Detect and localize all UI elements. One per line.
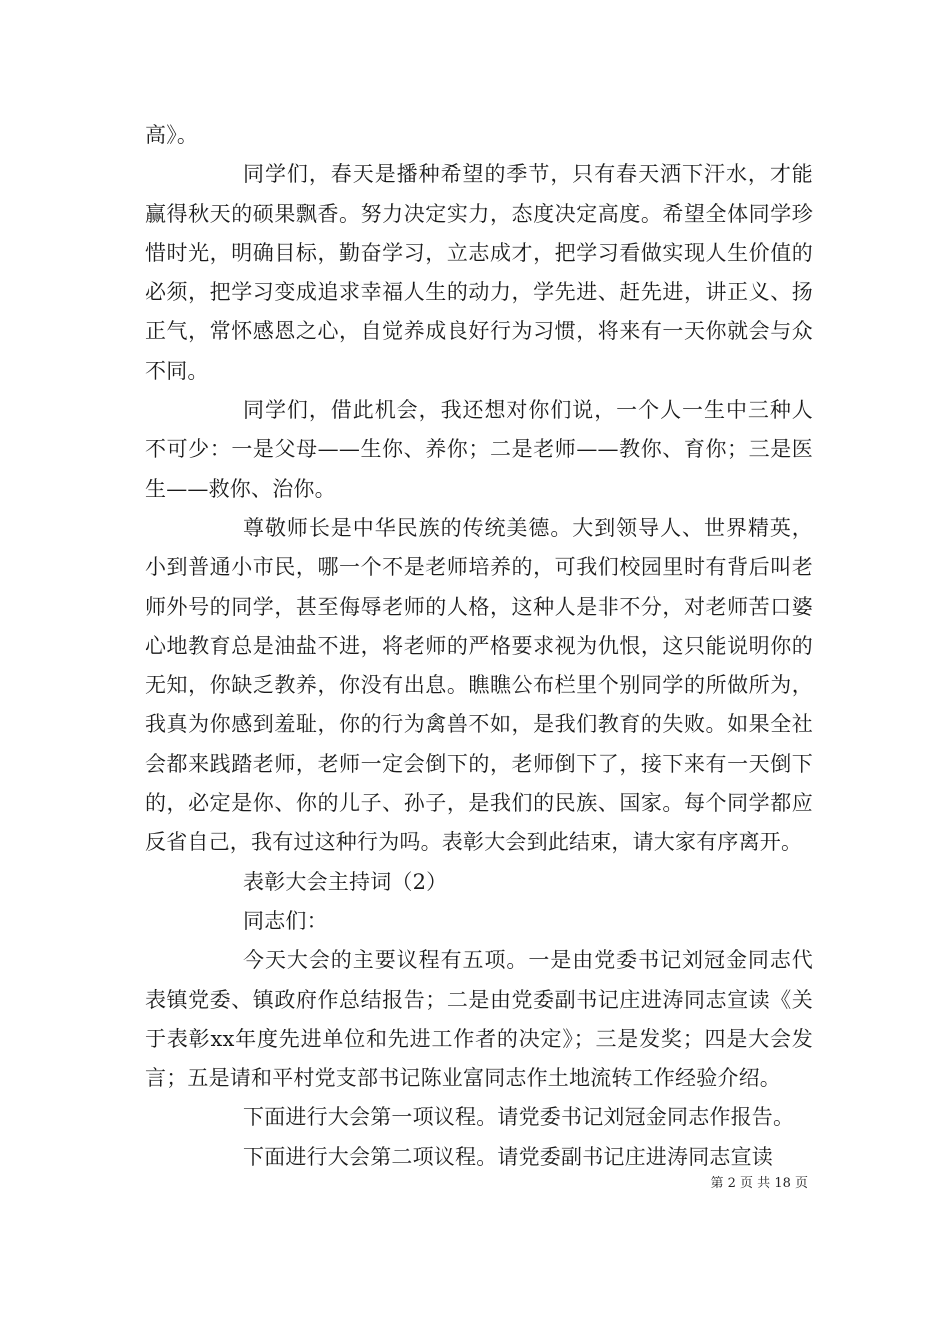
section-heading: 表彰大会主持词（2） [243,869,448,894]
paragraph-2: 同学们，春天是播种希望的季节，只有春天洒下汗水，才能赢得秋天的硕果飘香。努力决定实力，态度决定高度。希望全体同学珍惜时光，明确目标，勤奋学习，立志成才，把学习看做实现人生价值的必须，把学习变成追求幸福人生的动力，学先进、赶先进，讲正义、扬正气，常怀感恩之心，自觉养成良好行为习惯，将来有一天你就会与众不同。 [145,162,813,383]
paragraph-4: 尊敬师长是中华民族的传统美德。大到领导人、世界精英，小到普通小市民，哪一个不是老师培养的，可我们校园里时有背后叫老师外号的同学，甚至侮辱老师的人格，这种人是非不分，对老师苦口婆心地教育总是油盐不进，将老师的严格要求视为仇恨，这只能说明你的无知，你缺乏教养，你没有出息。瞧瞧公布栏里个别同学的所做所为，我真为你感到羞耻，你的行为禽兽不如，是我们教育的失败。如果全社会都来践踏老师，老师一定会倒下的，老师倒下了，接下来有一天倒下的，必定是你、你的儿子、孙子，是我们的民族、国家。每个同学都应反省自己，我有过这种行为吗。表彰大会到此结束，请大家有序离开。 [145,515,813,855]
paragraph-1: 高》。 [145,123,199,147]
paragraph-item-1: 下面进行大会第一项议程。请党委书记刘冠金同志作报告。 [243,1105,795,1130]
paragraph-agenda: 今天大会的主要议程有五项。一是由党委书记刘冠金同志代表镇党委、镇政府作总结报告；二是由党委副书记庄进涛同志宣读《关于表彰xx年度先进单位和先进工作者的决定》；三是发奖；四是大会发言；五是请和平村党支部书记陈业富同志作土地流转工作经验介绍。 [145,948,813,1091]
paragraph-3: 同学们，借此机会，我还想对你们说，一个人一生中三种人不可少：一是父母——生你、养你；二是老师——教你、育你；三是医生——救你、治你。 [145,398,813,501]
document-body [145,116,813,1177]
paragraph-item-2: 下面进行大会第二项议程。请党委副书记庄进涛同志宣读 [243,1144,773,1169]
page-number: 第 2 页 共 18 页 [710,1176,808,1191]
salutation: 同志们： [243,908,328,933]
